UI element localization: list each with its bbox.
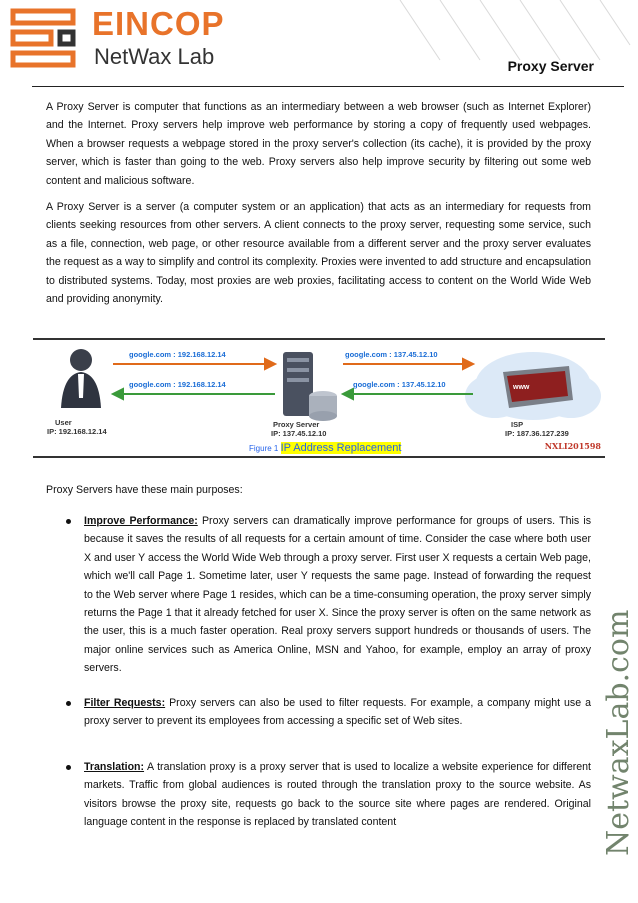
bullet-term: Filter Requests: <box>84 697 166 709</box>
bullet-text: Proxy servers can dramatically improve performance for groups of users. This is because it saves the results of all requests for a certain amount of time. Consider the case where both user X and user Y access the World Wide Web through a proxy server. First user X requests a certain Web page, which we'll call Page 1. Sometime later, user Y requests the same page. Instead of forwarding the request to the Web server where Page 1 resides, which can be a time-consuming operation, the proxy server simply returns the Page 1 that it already fetched for user X. Since the proxy server is often on the same network as the user, this is a much faster operation. Real proxy servers support hundreds or thousands of users. The major online services such as America Online, MSN and Yahoo, for example, employ an array of proxy servers. <box>84 515 591 675</box>
isp-label: ISP <box>511 420 524 429</box>
list-item <box>66 512 591 678</box>
logo-icon <box>10 8 76 68</box>
proxy-server-icon <box>283 352 337 421</box>
arrow-right-top <box>343 359 473 369</box>
bullet-icon <box>66 701 71 706</box>
list-item <box>66 694 591 731</box>
arrow-left-top <box>113 359 275 369</box>
arrow-label-right-bottom: google.com : 137.45.12.10 <box>353 380 446 389</box>
caption-title: IP Address Replacement <box>280 442 402 454</box>
watermark <box>601 520 636 860</box>
arrow-right-bottom <box>343 389 473 399</box>
header-decoration <box>380 0 630 88</box>
brand-subtitle: NetWax Lab <box>94 44 215 69</box>
bullet-icon <box>66 765 71 770</box>
figure-ip-replacement <box>33 338 605 460</box>
brand-name: EINCOP <box>92 5 225 42</box>
purposes-intro: Proxy Servers have these main purposes: <box>46 484 243 496</box>
arrow-label-left-top: google.com : 192.168.12.14 <box>129 350 226 359</box>
header-divider <box>32 86 624 87</box>
bullet-text: A translation proxy is a proxy server that is used to localize a website experience for different markets. Traffic from global audiences is routed through the translation proxy to the source website. As visitors browse the proxy site, requests go back to the source site where pages are rendered. Original language content in the response is replaced by translated content <box>84 761 591 829</box>
internet-cloud-icon <box>465 352 601 420</box>
user-label: User <box>55 418 72 427</box>
page-title: Proxy Server <box>507 58 594 74</box>
paragraph-definition: A Proxy Server is computer that functions as an intermediary between a web browser (such as Internet Explorer) and the Internet. Proxy servers help improve web performance by storing a copy of frequently used webpages. When a browser requests a webpage stored in the proxy server's collection (its cache), it is provided by the proxy server, which is faster than going to the web. Proxy servers also help improve security by filtering out some web content and malicious software. <box>46 101 591 187</box>
isp-ip: IP: 187.36.127.239 <box>505 429 569 438</box>
bullet-term: Improve Performance: <box>84 515 198 527</box>
list-item <box>66 758 591 832</box>
bullet-term: Translation: <box>84 761 145 773</box>
proxy-ip: IP: 137.45.12.10 <box>271 429 327 438</box>
bullet-icon <box>66 519 71 524</box>
proxy-label: Proxy Server <box>273 420 320 429</box>
arrow-label-left-bottom: google.com : 192.168.12.14 <box>129 380 226 389</box>
user-ip: IP: 192.168.12.14 <box>47 427 107 436</box>
figure-caption <box>247 442 403 454</box>
paragraph-intermediary: A Proxy Server is a server (a computer system or an application) that acts as an intermediary for requests from clients seeking resources from other servers. A client connects to the proxy server, requesting some service, such as a file, connection, web page, or other resource available from a different server and the proxy server evaluates the request as a way to simplify and control its complexity. Proxies were invented to add structure and encapsulation to distributed systems. Today, most proxies are web proxies, facilitating access to content on the World Wide Web and providing anonymity. <box>46 201 591 306</box>
bullet-text: Proxy servers can also be used to filter requests. For example, a company might use a proxy server to prevent its employees from accessing a specific set of Web sites. <box>84 697 591 728</box>
arrow-left-bottom <box>113 389 275 399</box>
caption-prefix: Figure 1 <box>249 444 279 453</box>
arrow-label-right-top: google.com : 137.45.12.10 <box>345 350 438 359</box>
user-icon <box>61 349 101 408</box>
cloud-text: www <box>513 384 530 391</box>
watermark-text: NetwaxLab.com <box>601 609 636 856</box>
figure-stamp: NXLI201598 <box>544 441 601 451</box>
